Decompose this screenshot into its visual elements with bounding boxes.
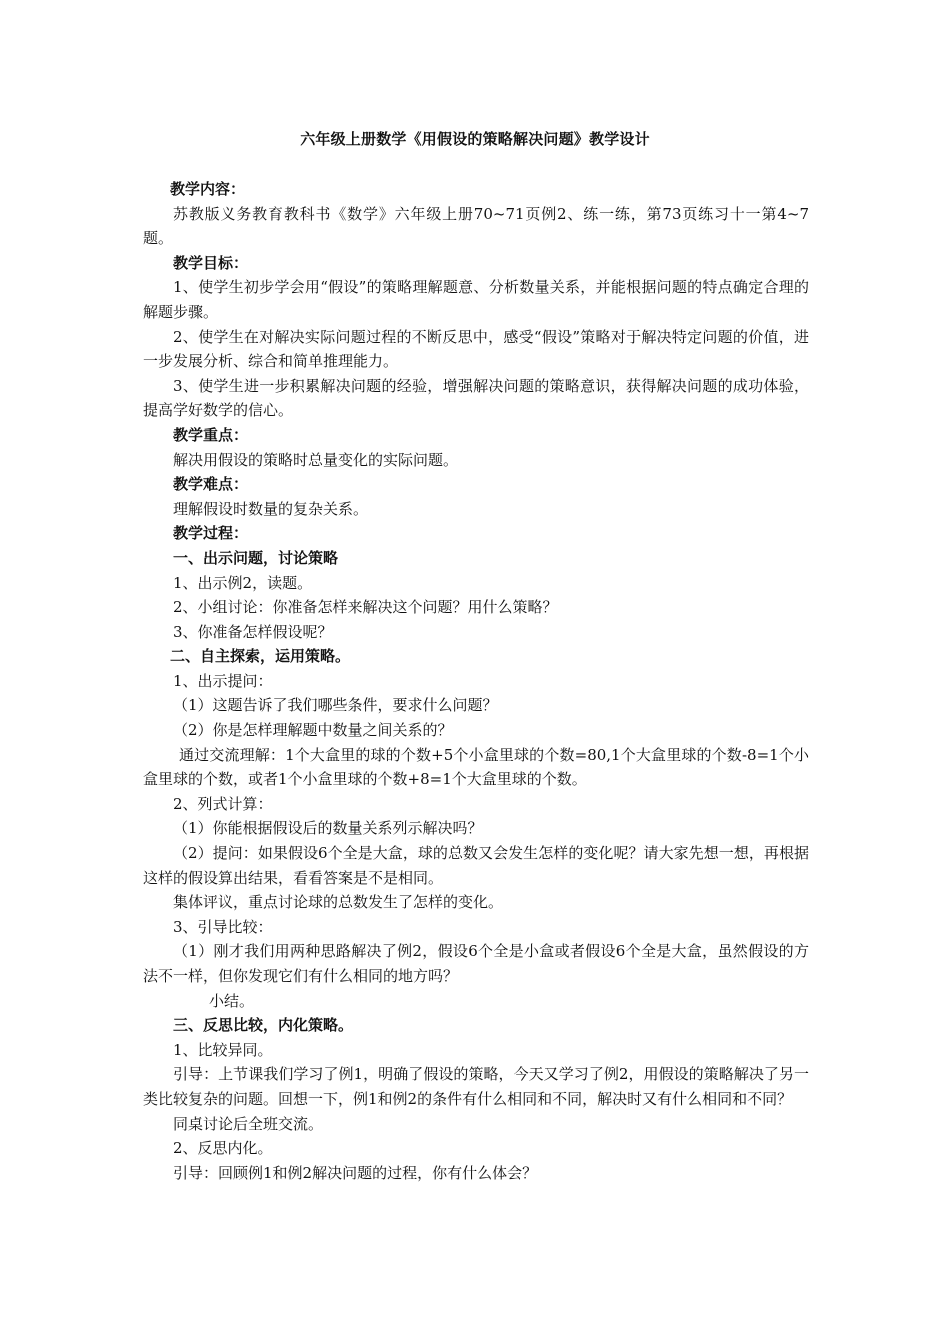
heading-teaching-process: 教学过程： — [173, 524, 249, 543]
heading-difficulty: 教学难点： — [173, 475, 249, 494]
document-body — [143, 177, 809, 1185]
paragraph: 2、使学生在对解决实际问题过程的不断反思中，感受“假设”策略对于解决特定问题的价值，进一步发展分析、综合和简单推理能力。 — [143, 327, 809, 371]
paragraph: 2、反思内化。 — [173, 1139, 273, 1158]
paragraph: 3、你准备怎样假设呢？ — [173, 622, 333, 641]
paragraph: （1）你能根据假设后的数量关系列示解决吗？ — [173, 819, 483, 838]
paragraph: （2）你是怎样理解题中数量之间关系的？ — [173, 721, 453, 740]
paragraph: 1、使学生初步学会用“假设”的策略理解题意、分析数量关系，并能根据问题的特点确定合理的解题步骤。 — [143, 278, 809, 321]
paragraph: （2）提问：如果假设6个全是大盒，球的总数又会发生怎样的变化呢？请大家先想一想，再根据这样的假设算出结果，看看答案是不是相同。 — [143, 844, 809, 887]
paragraph: 解决用假设的策略时总量变化的实际问题。 — [173, 450, 459, 469]
paragraph: 引导：回顾例1和例2解决问题的过程，你有什么体会？ — [173, 1163, 538, 1182]
heading-teaching-content: 教学内容： — [170, 180, 246, 198]
paragraph: 1、出示例2，读题。 — [173, 573, 313, 592]
paragraph: 1、比较异同。 — [173, 1040, 273, 1059]
paragraph: 3、使学生进一步积累解决问题的经验，增强解决问题的策略意识，获得解决问题的成功体验，提高学好数学的信心。 — [143, 376, 809, 420]
paragraph: 集体评议，重点讨论球的总数发生了怎样的变化。 — [173, 893, 504, 912]
paragraph: 通过交流理解：1个大盒里的球的个数+5个小盒里球的个数=80,1个大盒里球的个数-8=1个小盒里球的个数，或者1个小盒里球的个数+8=1个大盒里球的个数。 — [143, 745, 809, 789]
paragraph: 3、引导比较： — [173, 917, 273, 936]
section-heading-1: 一、出示问题，讨论策略 — [173, 548, 339, 567]
heading-key-point: 教学重点： — [173, 425, 249, 444]
paragraph: 同桌讨论后全班交流。 — [173, 1114, 324, 1133]
paragraph: 1、出示提问： — [173, 671, 273, 690]
paragraph: 2、小组讨论：你准备怎样来解决这个问题？用什么策略？ — [173, 598, 558, 617]
paragraph: （1）这题告诉了我们哪些条件，要求什么问题？ — [173, 696, 498, 715]
section-heading-2: 二、自主探索，运用策略。 — [170, 647, 351, 666]
section-heading-3: 三、反思比较，内化策略。 — [173, 1016, 354, 1035]
paragraph: （1）刚才我们用两种思路解决了例2，假设6个全是小盒或者假设6个全是大盒，虽然假设的方法不一样，但你发现它们有什么相同的地方吗？ — [143, 942, 809, 985]
heading-teaching-goals: 教学目标： — [173, 253, 249, 272]
paragraph: 2、列式计算： — [173, 794, 273, 813]
paragraph: 小结。 — [209, 991, 255, 1010]
paragraph: 苏教版义务教育教科书《数学》六年级上册70~71页例2、练一练，第73页练习十一第4~7题。 — [143, 204, 809, 248]
document-title: 六年级上册数学《用假设的策略解决问题》教学设计 — [300, 130, 650, 148]
paragraph: 引导：上节课我们学习了例1，明确了假设的策略，今天又学习了例2，用假设的策略解决了另一类比较复杂的问题。回想一下，例1和例2的条件有什么相同和不同，解决时又有什么相同和不同？ — [143, 1065, 809, 1108]
paragraph: 理解假设时数量的复杂关系。 — [173, 499, 369, 518]
